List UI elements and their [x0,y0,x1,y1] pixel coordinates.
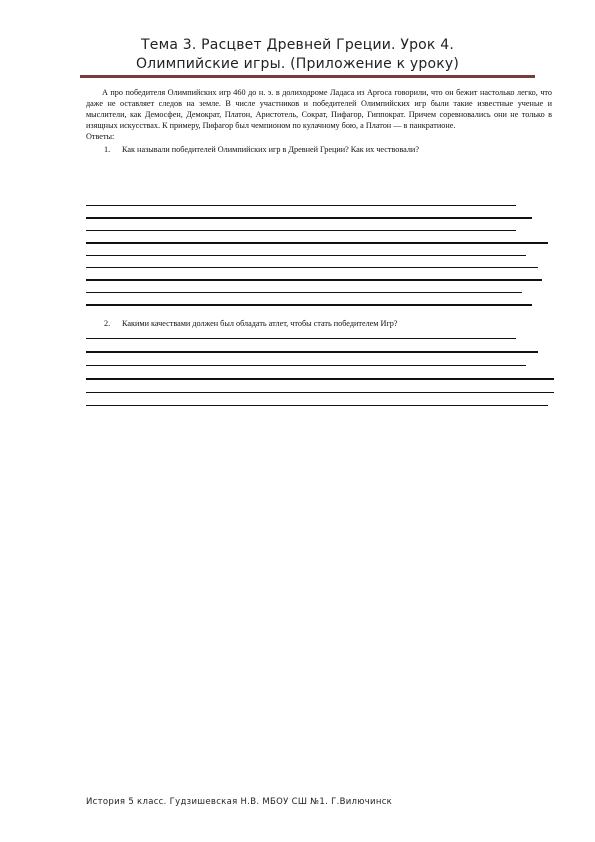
answer-line[interactable] [86,365,526,366]
answer-lines-1 [86,205,556,306]
page-footer: История 5 класс. Гудзишевская Н.В. МБОУ СШ №1. Г.Вилючинск [86,797,393,807]
title-line-1: Тема 3. Расцвет Древней Греции. Урок 4. [141,37,454,53]
answer-line[interactable] [86,205,516,206]
question-text: Какими качествами должен был обладать атлет, чтобы стать победителем Игр? [122,319,398,328]
answer-line[interactable] [86,292,522,293]
answer-line[interactable] [86,255,526,256]
answer-line[interactable] [86,230,516,231]
title-divider [80,75,535,78]
question-number: 1. [104,145,111,154]
title-line-2: Олимпийские игры. (Приложение к уроку) [135,56,460,72]
question-number: 2. [104,319,111,328]
question-2 [86,318,552,329]
intro-paragraph: А про победителя Олимпийских игр 460 до н. э. в долиходроме Ладаса из Аргоса говорили, что он бежит настолько легко, что даже не оставляет следов на земле. В числе участников и победителей Олимпийских игр были такие известные ученые и мыслители, как Демосфен, Демократ, Платон, Аристотель, Сократ, Пифагор, Гиппократ. Причем соревновались они не только в изящных искусствах. К примеру, Пифагор был чемпионом по кулачному бою, а Платон — в панкратионе. [86,88,552,130]
question-text: Как называли победителей Олимпийских игр в Древней Греции? Как их чествовали? [122,145,419,154]
answers-label: Ответы: [86,132,115,141]
answer-line[interactable] [86,217,532,218]
answer-line[interactable] [86,338,516,339]
document-body [86,87,552,159]
page-title [60,36,535,74]
answer-line[interactable] [86,351,538,352]
answer-line[interactable] [86,267,538,268]
question-1 [86,144,552,155]
answer-line[interactable] [86,392,554,393]
answer-line[interactable] [86,378,554,379]
answer-line[interactable] [86,279,542,280]
answer-line[interactable] [86,304,532,305]
answer-line[interactable] [86,405,548,406]
answer-line[interactable] [86,242,548,243]
answer-lines-2 [86,338,556,406]
